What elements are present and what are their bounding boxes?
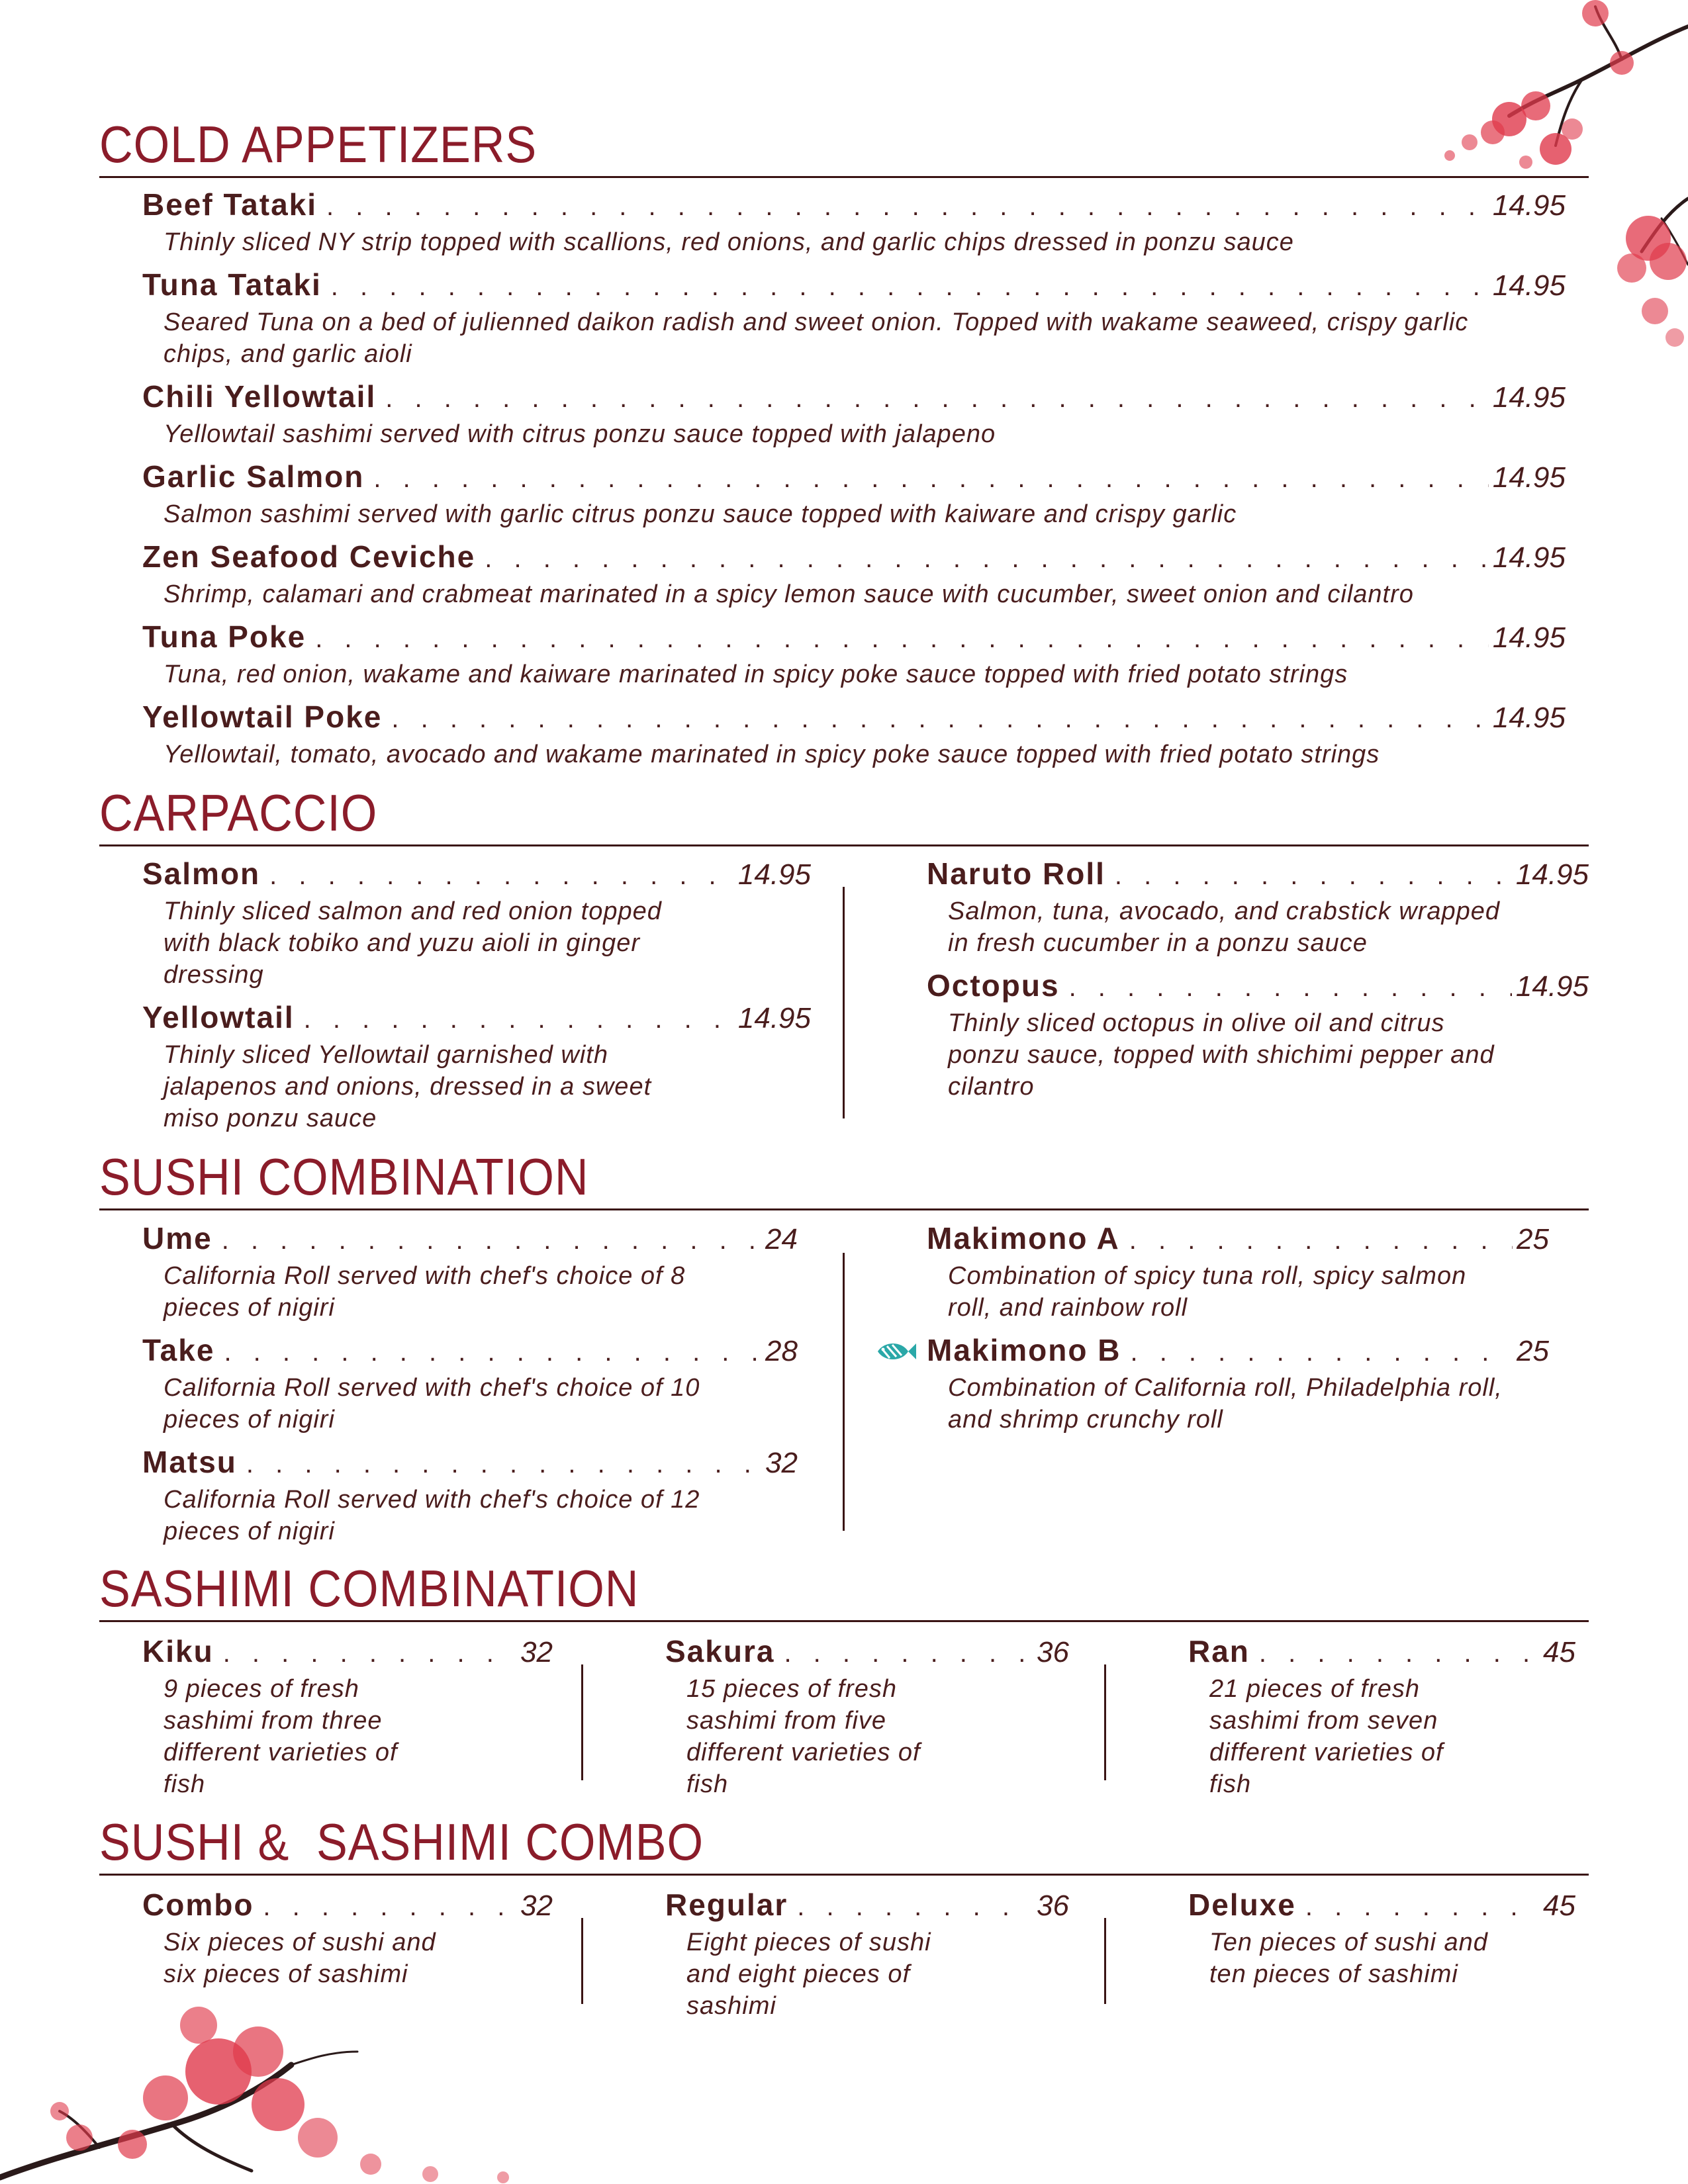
sushi-combination-section [99, 1145, 1589, 1210]
item-description: Thinly sliced octopus in olive oil and citrus ponzu sauce, topped with shichimi pepper and cilantro [948, 1009, 1495, 1101]
column-divider [843, 1253, 845, 1531]
item-price: 25 [1517, 1223, 1549, 1255]
fish-icon [872, 1338, 916, 1365]
menu-item [142, 375, 1566, 450]
item-description: Thinly sliced Yellowtail garnished with jalapenos and onions, dressed in a sweet miso ponzu sauce [164, 1041, 652, 1132]
item-name: Tuna Tataki [142, 267, 322, 302]
item-description: Tuna, red onion, wakame and kaiware marinated in spicy poke sauce topped with fried potato strings [164, 660, 1348, 688]
item-description: Thinly sliced NY strip topped with scallions, red onions, and garlic chips dressed in ponzu sauce [164, 228, 1294, 256]
item-price: 14.95 [1492, 541, 1566, 574]
column-divider [581, 1918, 583, 2004]
menu-item [927, 1216, 1549, 1324]
item-price: 14.95 [1515, 970, 1589, 1003]
cold-appetizers-section [99, 113, 1589, 178]
section-title: CARPACCIO [99, 784, 378, 842]
menu-item [142, 1440, 798, 1547]
menu-item [142, 535, 1566, 610]
item-price: 14.95 [1492, 621, 1566, 654]
item-name: Naruto Roll [927, 856, 1105, 891]
item-description: California Roll served with chef's choice of 10 pieces of nigiri [164, 1374, 700, 1433]
column-divider [1104, 1918, 1106, 2004]
item-price: 32 [520, 1889, 553, 1922]
item-price: 45 [1543, 1636, 1575, 1668]
item-description: Combination of spicy tuna roll, spicy salmon roll, and rainbow roll [948, 1262, 1467, 1322]
carpaccio-section [99, 781, 1589, 846]
item-price: 24 [765, 1223, 798, 1255]
item-name: Kiku [142, 1634, 214, 1668]
item-description: Six pieces of sushi and six pieces of sashimi [164, 1929, 436, 1988]
menu-item [927, 1328, 1549, 1435]
item-description: Thinly sliced salmon and red onion topped with black tobiko and yuzu aioli in ginger dressing [164, 897, 662, 989]
item-price: 14.95 [737, 858, 811, 891]
menu-item [142, 615, 1566, 690]
section-rule [99, 1208, 1589, 1210]
item-description: Yellowtail, tomato, avocado and wakame marinated in spicy poke sauce topped with fried potato strings [164, 741, 1380, 768]
column-divider [1104, 1664, 1106, 1780]
item-name: Octopus [927, 968, 1060, 1003]
menu-item [142, 995, 811, 1134]
column-divider [843, 887, 845, 1118]
item-name: Matsu [142, 1445, 237, 1479]
item-price: 36 [1037, 1636, 1069, 1668]
menu-item [1188, 1883, 1575, 1990]
item-price: 32 [765, 1447, 798, 1479]
menu-item [665, 1883, 1069, 2022]
item-description: Yellowtail sashimi served with citrus ponzu sauce topped with jalapeno [164, 420, 996, 448]
item-name: Yellowtail [142, 1000, 295, 1034]
menu-item [1188, 1629, 1575, 1800]
item-description: Seared Tuna on a bed of julienned daikon radish and sweet onion. Topped with wakame seaweed, crispy garlic chips, and garlic aioli [164, 308, 1469, 368]
item-name: Ume [142, 1221, 212, 1255]
item-name: Regular [665, 1888, 788, 1922]
item-name: Combo [142, 1888, 254, 1922]
item-name: Sakura [665, 1634, 775, 1668]
menu-item [927, 964, 1589, 1103]
item-price: 14.95 [1492, 381, 1566, 414]
item-price: 14.95 [1492, 702, 1566, 734]
section-rule [99, 1620, 1589, 1622]
item-description: Shrimp, calamari and crabmeat marinated in a spicy lemon sauce with cucumber, sweet onion and cilantro [164, 580, 1414, 608]
item-name: Yellowtail Poke [142, 700, 383, 734]
item-description: 15 pieces of fresh sashimi from five different varieties of fish [686, 1675, 921, 1798]
item-name: Take [142, 1333, 215, 1367]
cherry-blossom-decoration-bottom-left [0, 1985, 569, 2184]
item-name: Salmon [142, 856, 261, 891]
item-price: 28 [765, 1335, 798, 1367]
section-rule [99, 1874, 1589, 1876]
section-title: SUSHI & SASHIMI COMBO [99, 1813, 704, 1871]
item-description: Salmon sashimi served with garlic citrus ponzu sauce topped with kaiware and crispy garlic [164, 500, 1237, 528]
item-description: Ten pieces of sushi and ten pieces of sashimi [1209, 1929, 1488, 1988]
item-name: Garlic Salmon [142, 459, 365, 494]
item-description: California Roll served with chef's choice of 8 pieces of nigiri [164, 1262, 686, 1322]
item-description: Eight pieces of sushi and eight pieces of sashimi [686, 1929, 931, 2020]
menu-item [665, 1629, 1069, 1800]
item-name: Zen Seafood Ceviche [142, 539, 476, 574]
item-name: Beef Tataki [142, 187, 318, 222]
menu-item [142, 1629, 553, 1800]
sushi-sashimi-combo-section [99, 1810, 1589, 1876]
item-name: Deluxe [1188, 1888, 1296, 1922]
menu-item [142, 852, 811, 991]
menu-item [142, 1883, 553, 1990]
item-name: Tuna Poke [142, 619, 306, 654]
section-title: COLD APPETIZERS [99, 115, 538, 173]
item-price: 14.95 [1515, 858, 1589, 891]
item-description: 9 pieces of fresh sashimi from three different varieties of fish [164, 1675, 398, 1798]
section-title: SUSHI COMBINATION [99, 1148, 589, 1206]
item-price: 32 [520, 1636, 553, 1668]
item-name: Makimono A [927, 1221, 1120, 1255]
menu-item [927, 852, 1589, 959]
menu-item [142, 1216, 798, 1324]
item-price: 45 [1543, 1889, 1575, 1922]
item-description: Salmon, tuna, avocado, and crabstick wrapped in fresh cucumber in a ponzu sauce [948, 897, 1501, 957]
menu-item [142, 1328, 798, 1435]
item-description: Combination of California roll, Philadelphia roll, and shrimp crunchy roll [948, 1374, 1503, 1433]
item-price: 36 [1037, 1889, 1069, 1922]
item-price: 25 [1517, 1335, 1549, 1367]
column-divider [581, 1664, 583, 1780]
menu-item [142, 183, 1566, 258]
section-title: SASHIMI COMBINATION [99, 1559, 639, 1617]
item-description: California Roll served with chef's choice of 12 pieces of nigiri [164, 1486, 700, 1545]
item-price: 14.95 [737, 1002, 811, 1034]
item-description: 21 pieces of fresh sashimi from seven different varieties of fish [1209, 1675, 1444, 1798]
section-rule [99, 844, 1589, 846]
item-price: 14.95 [1492, 269, 1566, 302]
sashimi-combination-section [99, 1557, 1589, 1622]
section-rule [99, 176, 1589, 178]
menu-item [142, 263, 1566, 370]
menu-item [142, 455, 1566, 530]
item-price: 14.95 [1492, 189, 1566, 222]
item-name: Makimono B [927, 1333, 1121, 1367]
menu-item [142, 695, 1566, 770]
item-name: Ran [1188, 1634, 1250, 1668]
item-price: 14.95 [1492, 461, 1566, 494]
item-name: Chili Yellowtail [142, 379, 377, 414]
